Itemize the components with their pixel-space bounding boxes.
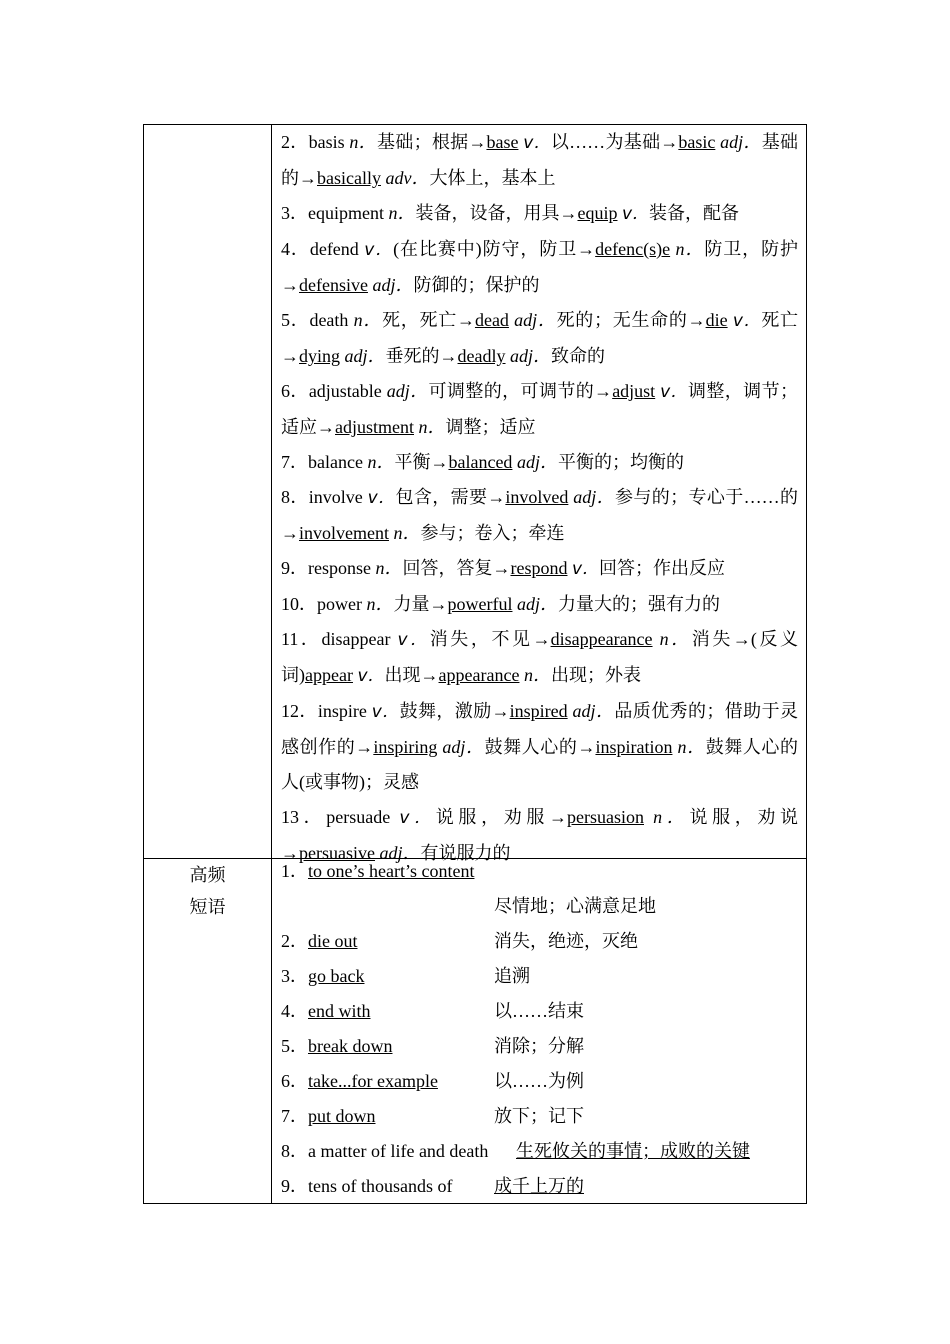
phrase-item: 1．to one’s heart’s content <box>281 861 475 881</box>
vocab-entry: 12．inspire v．鼓舞，激励→inspired adj．品质优秀的；借助于灵感创作的→inspiring adj．鼓舞人心的→inspiration n．鼓舞人心的人(或事物)；灵感 <box>281 701 798 792</box>
phrase-meaning: 尽情地；心满意足地 <box>494 896 656 916</box>
answer-word: disappearance <box>550 629 653 649</box>
answer-word: adjust <box>612 381 656 401</box>
answer-word: involvement <box>299 523 389 543</box>
phrase-item: 8．a matter of life and death 生死攸关的事情；成败的关键 <box>281 1134 798 1169</box>
vocab-entry: 10．power n．力量→powerful adj．力量大的；强有力的 <box>281 594 720 614</box>
answer-word: defensive <box>299 275 368 295</box>
answer-word: die <box>705 310 728 330</box>
vocab-entry: 11．disappear v．消失，不见→disappearance n．消失→(反义词)appear v．出现→appearance n．出现；外表 <box>281 629 799 686</box>
vocab-entry: 13．persuade v．说服，劝服→persuasion n．说服，劝说→persuasive adj．有说服力的 <box>281 807 799 863</box>
phrase-text: put down <box>308 1106 376 1126</box>
answer-word: powerful <box>447 594 513 614</box>
phrase-item: 6．take...for example 以……为例 <box>281 1071 584 1091</box>
answer-word: involved <box>505 487 569 507</box>
vocab-entry: 3．equipment n．装备，设备，用具→equip v．装备，配备 <box>281 203 740 224</box>
answer-word: basically <box>317 168 381 188</box>
vocab-entry: 2．basis n．基础；根据→base v．以……为基础→basic adj．基础的→basically adv．大体上，基本上 <box>281 132 799 188</box>
answer-word: dying <box>299 346 341 366</box>
vocab-entry: 7．balance n．平衡→balanced adj．平衡的；均衡的 <box>281 452 684 472</box>
phrase-text: end with <box>308 1001 371 1021</box>
answer-word: balanced <box>448 452 513 472</box>
phrase-text: to one’s heart’s content <box>308 861 475 881</box>
phrase-text: go back <box>308 966 365 986</box>
phrase-item: 4．end with 以……结束 <box>281 1001 584 1021</box>
answer-word: inspiring <box>373 737 438 757</box>
answer-word: adjustment <box>335 417 414 437</box>
column-divider <box>271 125 272 1203</box>
phrase-item: 2．die out 消失，绝迹，灭绝 <box>281 931 638 951</box>
answer-word: appear <box>305 665 353 685</box>
answer-word: basic <box>678 132 716 152</box>
answer-word: persuasive <box>299 843 375 863</box>
vocab-entry: 9．response n．回答，答复→respond v．回答；作出反应 <box>281 558 726 579</box>
answer-word: inspired <box>509 701 568 721</box>
phrase-answer: 成千上万的 <box>494 1176 584 1196</box>
answer-word: dead <box>474 310 509 330</box>
phrase-item: 9．tens of thousands of 成千上万的 <box>281 1169 798 1204</box>
vocab-entry: 4．defend v．(在比赛中)防守，防卫→defenc(s)e n．防卫，防护→defensive adj．防御的；保护的 <box>281 239 799 295</box>
phrase-item: 3．go back 追溯 <box>281 966 530 986</box>
vocab-entry: 6．adjustable adj．可调整的，可调节的→adjust v．调整，调节；适应→adjustment n．调整；适应 <box>281 381 798 437</box>
answer-word: inspiration <box>595 737 673 757</box>
phrase-text: tens of thousands of <box>308 1176 453 1196</box>
answer-word: deadly <box>457 346 506 366</box>
vocabulary-cell <box>281 125 798 871</box>
answer-word: appearance <box>438 665 520 685</box>
phrase-text: die out <box>308 931 358 951</box>
answer-word: respond <box>510 558 568 578</box>
phrase-text: break down <box>308 1036 393 1056</box>
phrase-text: take...for example <box>308 1071 438 1091</box>
vocabulary-table <box>143 124 807 1204</box>
answer-word: persuasion <box>567 807 644 827</box>
answer-word: defenc(s)e <box>595 239 671 259</box>
vocab-entry: 8．involve v．包含，需要→involved adj．参与的；专心于……的→involvement n．参与；卷入；牵连 <box>281 487 799 543</box>
phrase-item: 7．put down 放下；记下 <box>281 1106 584 1126</box>
phrase-answer: 生死攸关的事情；成败的关键 <box>516 1141 750 1161</box>
phrase-text: a matter of life and death <box>308 1141 489 1161</box>
answer-word: base <box>486 132 519 152</box>
phrases-label: 高频 短语 <box>189 865 226 917</box>
phrase-item: 5．break down 消除；分解 <box>281 1036 584 1056</box>
answer-word: equip <box>577 203 618 223</box>
vocab-entry: 5．death n．死，死亡→dead adj．死的；无生命的→die v．死亡→dying adj．垂死的→deadly adj．致命的 <box>281 310 799 366</box>
